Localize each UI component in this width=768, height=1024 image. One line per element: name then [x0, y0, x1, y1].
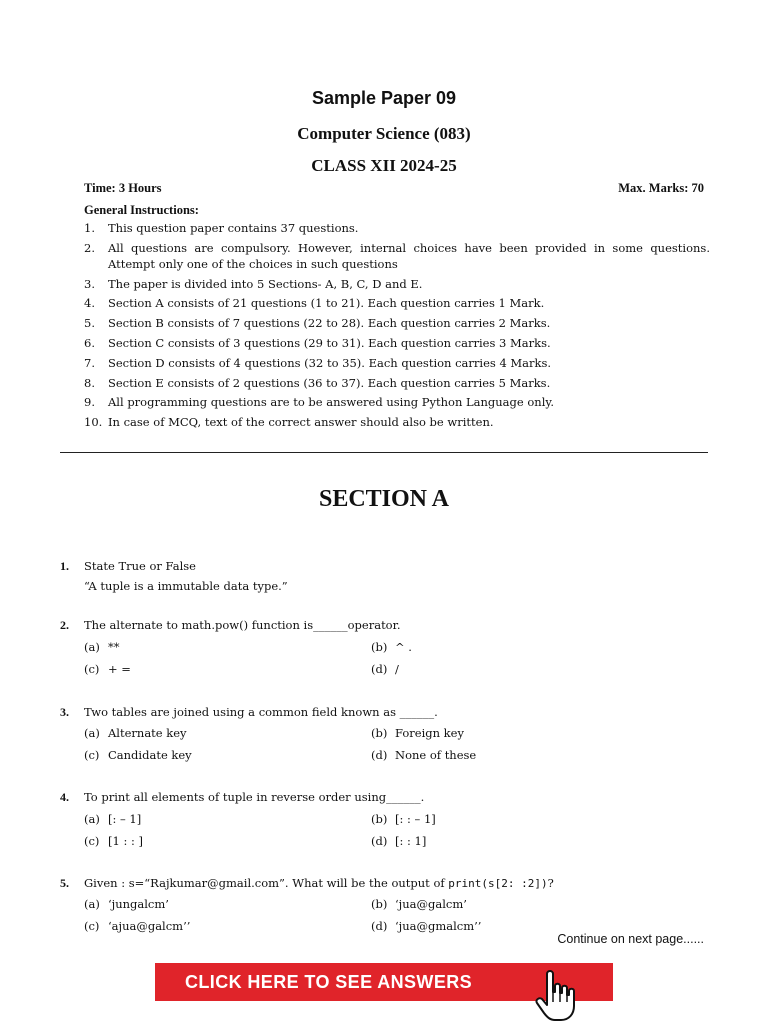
- option-text: **: [108, 640, 120, 654]
- instructions-list: [84, 220, 710, 434]
- question-text: State True or False: [84, 559, 196, 573]
- instruction-text: This question paper contains 37 questions.: [108, 221, 359, 235]
- question-code: print(s[2: :2]): [448, 877, 548, 890]
- option-a: [84, 640, 120, 654]
- instruction-item: [84, 220, 710, 236]
- section-title: SECTION A: [318, 486, 450, 512]
- instruction-text: Section E consists of 2 questions (36 to 37). Each question carries 5 Marks.: [108, 375, 551, 390]
- question-2: [60, 618, 710, 678]
- instruction-text: Section C consists of 3 questions (29 to 31). Each question carries 3 Marks.: [108, 335, 551, 350]
- question-number: 5.: [60, 876, 69, 890]
- instruction-text: The paper is divided into 5 Sections- A, B, C, D and E.: [108, 276, 423, 291]
- instruction-number: 2.: [84, 240, 95, 255]
- max-marks-label: Max. Marks: 70: [618, 181, 704, 195]
- instruction-number: 10.: [84, 415, 103, 430]
- question-4: [60, 790, 710, 850]
- option-c: [84, 834, 143, 848]
- option-b: [371, 640, 412, 654]
- option-label: (b): [371, 726, 388, 740]
- continue-note: Continue on next page......: [557, 932, 704, 946]
- instruction-text: Section D consists of 4 questions (32 to 35). Each question carries 4 Marks.: [108, 355, 552, 370]
- option-text: [1 : : ]: [108, 834, 144, 848]
- instruction-text: Section A consists of 21 questions (1 to 21). Each question carries 1 Mark.: [108, 296, 545, 311]
- option-c: [84, 919, 190, 933]
- instruction-number: 9.: [84, 395, 95, 410]
- option-label: (a): [84, 897, 100, 911]
- question-3: [60, 705, 710, 765]
- instruction-text: Section B consists of 7 questions (22 to 28). Each question carries 2 Marks.: [108, 316, 551, 331]
- instruction-number: 7.: [84, 355, 95, 370]
- instruction-number: 5.: [84, 316, 95, 331]
- pointer-hand-icon[interactable]: [533, 968, 581, 1024]
- option-c: [84, 748, 192, 762]
- question-number: 3.: [60, 705, 69, 719]
- option-label: (d): [371, 748, 388, 762]
- option-text: [: : – 1]: [395, 812, 436, 826]
- option-label: (b): [371, 640, 388, 654]
- option-label: (c): [84, 662, 100, 676]
- instruction-number: 3.: [84, 276, 95, 291]
- option-text: [: : 1]: [395, 834, 427, 848]
- option-text: Foreign key: [395, 726, 464, 740]
- paper-title: Sample Paper 09: [311, 88, 457, 108]
- instruction-number: 6.: [84, 335, 95, 350]
- option-label: (b): [371, 812, 388, 826]
- option-text: ‘jua@gmalcm’’: [395, 919, 482, 933]
- option-a: [84, 726, 187, 740]
- instruction-item: [84, 375, 710, 391]
- option-label: (c): [84, 834, 100, 848]
- instruction-text: All questions are compulsory. However, internal choices have been provided in some questions. Attempt only one of the choices in such questions: [108, 240, 710, 271]
- instruction-item: [84, 355, 710, 371]
- instruction-text: All programming questions are to be answered using Python Language only.: [108, 395, 554, 410]
- option-text: ^ .: [395, 640, 412, 654]
- question-number: 4.: [60, 790, 69, 804]
- option-label: (d): [371, 834, 388, 848]
- option-d: [371, 748, 476, 762]
- option-label: (a): [84, 726, 100, 740]
- instruction-number: 4.: [84, 296, 95, 311]
- option-b: [371, 812, 436, 826]
- option-d: [371, 834, 426, 848]
- question-5: [60, 876, 710, 936]
- option-label: (a): [84, 812, 100, 826]
- instruction-item: [84, 240, 710, 272]
- option-label: (d): [371, 919, 388, 933]
- question-text-prefix: Given : s=“Rajkumar@gmail.com”. What will be the output of: [84, 876, 449, 890]
- option-label: (c): [84, 919, 100, 933]
- option-label: (a): [84, 640, 100, 654]
- option-label: (b): [371, 897, 388, 911]
- see-answers-button[interactable]: CLICK HERE TO SEE ANSWERS: [155, 963, 613, 1001]
- question-text-suffix: ?: [547, 876, 554, 890]
- option-c: [84, 662, 131, 676]
- instruction-item: [84, 295, 710, 311]
- option-text: Alternate key: [108, 726, 187, 740]
- option-b: [371, 897, 467, 911]
- subject-title: Computer Science (083): [297, 124, 471, 143]
- question-number: 1.: [60, 559, 69, 573]
- instruction-item: [84, 414, 710, 430]
- question-number: 2.: [60, 618, 69, 632]
- option-d: [371, 662, 399, 676]
- question-text: The alternate to math.pow() function is______operator.: [84, 618, 401, 632]
- instruction-number: 8.: [84, 375, 95, 390]
- time-label: Time: 3 Hours: [84, 181, 162, 195]
- question-1: [60, 559, 710, 599]
- option-b: [371, 726, 464, 740]
- question-text: [84, 876, 554, 890]
- instruction-number: 1.: [84, 221, 95, 235]
- option-text: /: [395, 662, 399, 676]
- instruction-item: [84, 276, 710, 292]
- option-text: ‘jungalcm’: [108, 897, 169, 911]
- option-text: None of these: [395, 748, 477, 762]
- instruction-item: [84, 335, 710, 351]
- section-divider: [60, 452, 708, 453]
- question-statement: “A tuple is a immutable data type.”: [84, 579, 288, 593]
- question-text: Two tables are joined using a common field known as ______.: [84, 705, 438, 719]
- question-text: To print all elements of tuple in reverse order using______.: [84, 790, 425, 804]
- option-text: + =: [108, 662, 131, 676]
- option-text: ‘ajua@galcm’’: [108, 919, 191, 933]
- option-label: (c): [84, 748, 100, 762]
- instruction-item: [84, 315, 710, 331]
- option-a: [84, 897, 169, 911]
- instructions-heading: General Instructions:: [84, 203, 199, 217]
- class-title: CLASS XII 2024-25: [311, 156, 457, 175]
- option-text: ‘jua@galcm’: [395, 897, 467, 911]
- option-text: [: – 1]: [108, 812, 142, 826]
- option-d: [371, 919, 481, 933]
- instruction-item: [84, 394, 710, 410]
- option-a: [84, 812, 141, 826]
- option-label: (d): [371, 662, 388, 676]
- option-text: Candidate key: [108, 748, 192, 762]
- instruction-text: In case of MCQ, text of the correct answer should also be written.: [108, 415, 494, 430]
